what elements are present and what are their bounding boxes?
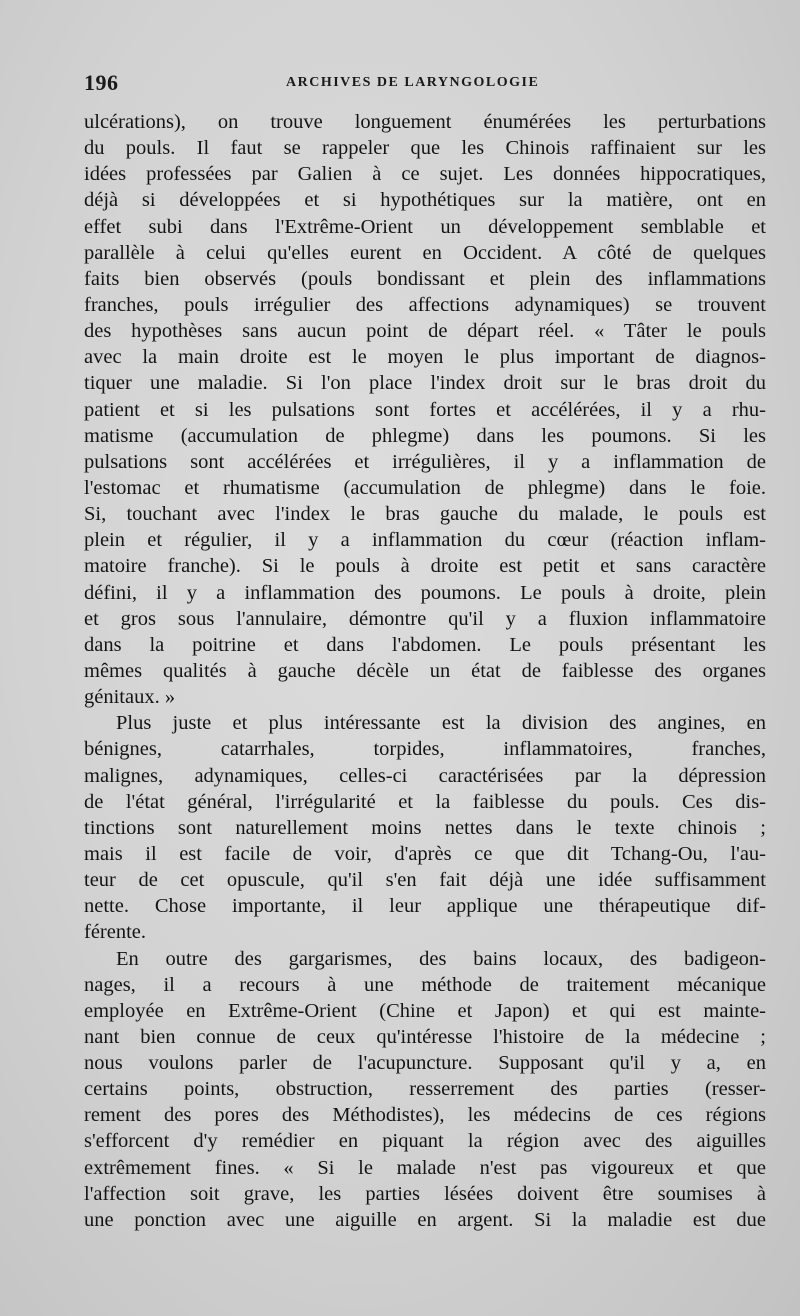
text-line: plein et régulier, il y a inflammation du cœur (réaction inflam- xyxy=(84,529,766,552)
text-line: franches, pouls irrégulier des affections adynamiques) se trouvent xyxy=(84,293,766,316)
text-line: tiquer une maladie. Si l'on place l'index droit sur le bras droit du xyxy=(84,372,766,395)
text-line: patient et si les pulsations sont fortes et accélérées, il y a rhu- xyxy=(84,398,766,421)
text-line: l'estomac et rhumatisme (accumulation de phlegme) dans le foie. xyxy=(84,476,766,499)
text-line: Si, touchant avec l'index le bras gauche du malade, le pouls est xyxy=(84,503,766,526)
text-line: effet subi dans l'Extrême-Orient un développement semblable et xyxy=(84,215,766,238)
text-line: nous voulons parler de l'acupuncture. Supposant qu'il y a, en xyxy=(84,1052,766,1075)
text-line: férente. xyxy=(84,921,147,944)
text-line: malignes, adynamiques, celles-ci caractérisées par la dépression xyxy=(84,764,766,787)
text-line: Plus juste et plus intéressante est la division des angines, en xyxy=(116,712,766,735)
text-line: l'affection soit grave, les parties lésées doivent être soumises à xyxy=(84,1182,766,1205)
text-line: nages, il a recours à une méthode de traitement mécanique xyxy=(84,973,766,996)
text-line: des hypothèses sans aucun point de départ réel. « Tâter le pouls xyxy=(84,320,766,343)
text-line: défini, il y a inflammation des poumons. Le pouls à droite, plein xyxy=(84,581,766,604)
text-line: certains points, obstruction, resserrement des parties (resser- xyxy=(84,1078,766,1101)
text-line: génitaux. » xyxy=(84,686,176,709)
page-number: 196 xyxy=(84,70,119,95)
text-line: matoire franche). Si le pouls à droite est petit et sans caractère xyxy=(84,555,766,578)
text-line: En outre des gargarismes, des bains locaux, des badigeon- xyxy=(116,947,766,970)
text-line: matisme (accumulation de phlegme) dans les poumons. Si les xyxy=(84,424,766,447)
text-line: mais il est facile de voir, d'après ce que dit Tchang-Ou, l'au- xyxy=(84,842,766,865)
text-line: tinctions sont naturellement moins nettes dans le texte chinois ; xyxy=(84,816,766,839)
text-line: dans la poitrine et dans l'abdomen. Le pouls présentant les xyxy=(84,633,766,656)
text-line: de l'état général, l'irrégularité et la faiblesse du pouls. Ces dis- xyxy=(84,790,766,813)
text-line: bénignes, catarrhales, torpides, inflammatoires, franches, xyxy=(84,738,766,761)
text-line: et gros sous l'annulaire, démontre qu'il y a fluxion inflammatoire xyxy=(84,607,766,630)
text-line: pulsations sont accélérées et irrégulières, il y a inflammation de xyxy=(84,450,766,473)
text-line: teur de cet opuscule, qu'il s'en fait déjà une idée suffisamment xyxy=(84,869,766,892)
text-line: avec la main droite est le moyen le plus important de diagnos- xyxy=(84,346,766,369)
running-head: ARCHIVES DE LARYNGOLOGIE xyxy=(286,75,540,90)
body-text xyxy=(84,109,766,1233)
text-line: employée en Extrême-Orient (Chine et Japon) et qui est mainte- xyxy=(84,999,766,1022)
text-line: idées professées par Galien à ce sujet. Les données hippocratiques, xyxy=(84,163,766,186)
text-line: parallèle à celui qu'elles eurent en Occident. A côté de quelques xyxy=(84,241,766,264)
text-line: nette. Chose importante, il leur applique une thérapeutique dif- xyxy=(84,895,766,918)
text-line: nant bien connue de ceux qu'intéresse l'histoire de la médecine ; xyxy=(84,1025,766,1048)
text-line: extrêmement fines. « Si le malade n'est pas vigoureux et que xyxy=(84,1156,766,1179)
text-line: du pouls. Il faut se rappeler que les Chinois raffinaient sur les xyxy=(84,137,766,160)
text-line: mêmes qualités à gauche décèle un état de faiblesse des organes xyxy=(84,659,766,682)
text-line: ulcérations), on trouve longuement énumérées les perturbations xyxy=(84,111,766,133)
text-line: rement des pores des Méthodistes), les médecins de ces régions xyxy=(84,1104,766,1127)
page-header xyxy=(84,70,744,100)
text-line: s'efforcent d'y remédier en piquant la région avec des aiguilles xyxy=(84,1130,766,1153)
text-line: faits bien observés (pouls bondissant et plein des inflammations xyxy=(84,267,766,290)
text-line: une ponction avec une aiguille en argent. Si la maladie est due xyxy=(84,1208,766,1231)
text-line: déjà si développées et si hypothétiques sur la matière, ont en xyxy=(84,189,766,212)
